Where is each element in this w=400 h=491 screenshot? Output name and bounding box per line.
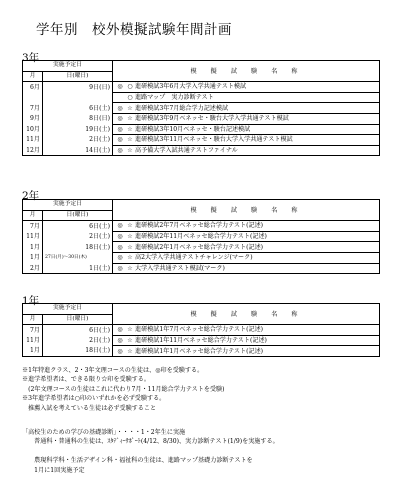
- schedule-body: [23, 304, 380, 357]
- exam-cell: [113, 124, 380, 135]
- exam-name: 進研模試3年6月大学入学共通テスト模試: [135, 83, 247, 91]
- day-cell: 6日(土): [43, 325, 113, 336]
- required-mark: ◎: [117, 115, 123, 123]
- day-cell: 8日(日): [43, 113, 113, 124]
- exam-cell: [113, 82, 380, 93]
- header-day: 日(曜日): [43, 71, 113, 82]
- schedule-table-1nen: [22, 303, 380, 357]
- required-mark: ◎: [117, 233, 123, 241]
- header-name: 模 擬 試 験 名 称: [113, 61, 380, 82]
- exam-cell: [113, 346, 380, 357]
- table-row: [23, 135, 380, 146]
- day-cell: [43, 92, 113, 103]
- note-line: ※進学希望者は、できる限り☆印を受験する。: [22, 376, 150, 384]
- exam-cell: [113, 145, 380, 156]
- recommended-mark: ☆: [127, 104, 133, 112]
- month-cell: 9月: [23, 113, 43, 124]
- header-month: 月: [23, 314, 43, 325]
- exam-cell: [113, 242, 380, 253]
- note-line: 1月に1回実施予定: [22, 466, 85, 474]
- header-date: 実施予定日: [23, 200, 113, 211]
- page-title: 学年別 校外模擬試験年間計画: [36, 22, 232, 38]
- required-mark: ◎: [117, 104, 123, 112]
- month-cell: 2月: [23, 263, 43, 274]
- table-row: [23, 231, 380, 242]
- note-line: 「高校生のための学びの基礎診断」・・・・1・2年生に実施: [22, 429, 186, 436]
- exam-cell: [113, 135, 380, 146]
- note-line: ※1年特進クラス、2・3年文理コースの生徒は、◎印を受験する。: [22, 367, 204, 374]
- exam-cell: [113, 221, 380, 232]
- note-line: ※3年進学希望者は○印のいずれかを必ず受験する。: [22, 395, 166, 403]
- recommended-mark: ☆: [127, 147, 133, 155]
- day-cell: 2日(土): [43, 231, 113, 242]
- required-mark: ◎: [117, 347, 123, 355]
- header-month: 月: [23, 210, 43, 221]
- exam-cell: [113, 252, 380, 263]
- table-row: [23, 92, 380, 103]
- table-row: [23, 221, 380, 232]
- table-row: [23, 113, 380, 124]
- recommended-mark: ○: [127, 83, 133, 91]
- exam-name: 進研模試2年7月ベネッセ総合学力テスト(記述): [135, 222, 264, 230]
- recommended-mark: ☆: [127, 264, 133, 272]
- required-mark: ◎: [117, 243, 123, 251]
- notes-block: [22, 366, 225, 413]
- header-month: 月: [23, 71, 43, 82]
- table-row: [23, 82, 380, 93]
- table-row: [23, 325, 380, 336]
- month-cell: 10月: [23, 124, 43, 135]
- month-cell: 7月: [23, 103, 43, 114]
- month-cell: 1月: [23, 346, 43, 357]
- schedule-table-3nen: [22, 60, 380, 156]
- day-cell: 18日(土): [43, 346, 113, 357]
- day-cell: 1日(土): [43, 263, 113, 274]
- exam-name: 進研模試3年9月ベネッセ・駿台大学入学共通テスト模試: [135, 115, 289, 123]
- note-line: (2年文理コースの生徒はこれに代わり7月・11月総合学力テストを受験): [22, 385, 225, 393]
- recommended-mark: ☆: [127, 222, 133, 230]
- exam-cell: [113, 113, 380, 124]
- section-label-2nen: 2年: [22, 190, 40, 202]
- table-row: [23, 252, 380, 263]
- recommended-mark: ○: [127, 94, 133, 102]
- table-row: [23, 145, 380, 156]
- recommended-mark: ☆: [127, 125, 133, 133]
- exam-name: 進研模試2年11月ベネッセ総合学力テスト(記述): [135, 233, 267, 241]
- recommended-mark: ☆: [127, 243, 133, 251]
- note-line: [22, 447, 279, 456]
- notes-block-2: [22, 428, 279, 475]
- month-cell: 7月: [23, 221, 43, 232]
- month-cell: 11月: [23, 135, 43, 146]
- month-cell: 11月: [23, 335, 43, 346]
- header-name: 模 擬 試 験 名 称: [113, 304, 380, 325]
- day-cell: 27日(月)～30日(木): [43, 252, 113, 263]
- exam-name: 高予備大学入試共通テストファイナル: [135, 147, 238, 155]
- header-day: 日(曜日): [43, 210, 113, 221]
- exam-name: 進研模試3年11月ベネッセ・駿台大学入学共通テスト模試: [135, 136, 293, 144]
- header-name: 模 擬 試 験 名 称: [113, 200, 380, 221]
- exam-name: 進研模試3年7月総合学力記述模試: [135, 104, 229, 112]
- exam-name: 進路マップ 実力診断テスト: [135, 94, 214, 102]
- required-mark: ◎: [117, 83, 123, 91]
- required-mark: ◎: [117, 254, 123, 262]
- section-label-3nen: 3年: [22, 52, 40, 64]
- recommended-mark: ☆: [127, 326, 133, 334]
- required-mark: ◎: [117, 264, 123, 272]
- table-row: [23, 242, 380, 253]
- header-date: 実施予定日: [23, 304, 113, 315]
- required-mark: ◎: [117, 326, 123, 334]
- day-cell: 2日(土): [43, 135, 113, 146]
- header-date: 実施予定日: [23, 61, 113, 72]
- table-row: [23, 335, 380, 346]
- section-label-1nen: 1年: [22, 295, 40, 307]
- note-line: 普通科・普通科の生徒は、ｽﾀﾃﾞｨｰｻﾎﾟｰﾄ(4/12、8/30)、実力診断テスト(1/9)を実施する。: [22, 438, 279, 446]
- recommended-mark: ☆: [127, 233, 133, 241]
- note-line: 推薦入試を考えている生徒は必ず受験すること: [22, 404, 157, 412]
- required-mark: ◎: [117, 337, 123, 345]
- schedule-body: [23, 61, 380, 156]
- day-cell: 2日(土): [43, 335, 113, 346]
- table-row: [23, 263, 380, 274]
- day-cell: 6日(土): [43, 103, 113, 114]
- exam-name: 進研模試1年7月ベネッセ総合学力テスト(記述): [135, 326, 264, 334]
- recommended-mark: ☆: [127, 115, 133, 123]
- month-cell: 1月: [23, 242, 43, 253]
- month-cell: [23, 92, 43, 103]
- day-cell: 18日(土): [43, 242, 113, 253]
- exam-cell: [113, 92, 380, 103]
- month-cell: 1月: [23, 252, 43, 263]
- exam-cell: [113, 103, 380, 114]
- exam-name: 進研模試3年10月ベネッセ・駿台記述模試: [135, 125, 251, 133]
- required-mark: ◎: [117, 136, 123, 144]
- exam-cell: [113, 335, 380, 346]
- day-cell: 6日(土): [43, 221, 113, 232]
- exam-name: 高2大学入学共通テストチャレンジ(マーク): [135, 254, 253, 262]
- exam-name: 進研模試1年1月ベネッセ総合学力テスト(記述): [135, 347, 264, 355]
- exam-name: 進研模試2年1月ベネッセ総合学力テスト(記述): [135, 243, 264, 251]
- month-cell: 6月: [23, 82, 43, 93]
- table-row: [23, 124, 380, 135]
- schedule-body: [23, 200, 380, 274]
- required-mark: ◎: [117, 222, 123, 230]
- schedule-table-2nen: [22, 199, 380, 274]
- table-row: [23, 103, 380, 114]
- recommended-mark: ☆: [127, 136, 133, 144]
- table-row: [23, 346, 380, 357]
- exam-name: 進研模試1年11月ベネッセ総合学力テスト(記述): [135, 337, 267, 345]
- header-day: 日(曜日): [43, 314, 113, 325]
- recommended-mark: ☆: [127, 254, 133, 262]
- exam-name: 大学入学共通テスト模試(マーク): [135, 264, 225, 272]
- month-cell: 11月: [23, 231, 43, 242]
- required-mark: ◎: [117, 125, 123, 133]
- exam-cell: [113, 263, 380, 274]
- day-cell: 9日(日): [43, 82, 113, 93]
- recommended-mark: ☆: [127, 347, 133, 355]
- note-line: 農現科学科・生活デザイン科・福祉科の生徒は、進路マップ基礎力診断テストを: [22, 457, 253, 465]
- exam-cell: [113, 231, 380, 242]
- month-cell: 12月: [23, 145, 43, 156]
- day-cell: 19日(土): [43, 124, 113, 135]
- month-cell: 7月: [23, 325, 43, 336]
- exam-cell: [113, 325, 380, 336]
- day-cell: 14日(土): [43, 145, 113, 156]
- required-mark: ◎: [117, 147, 123, 155]
- recommended-mark: ☆: [127, 337, 133, 345]
